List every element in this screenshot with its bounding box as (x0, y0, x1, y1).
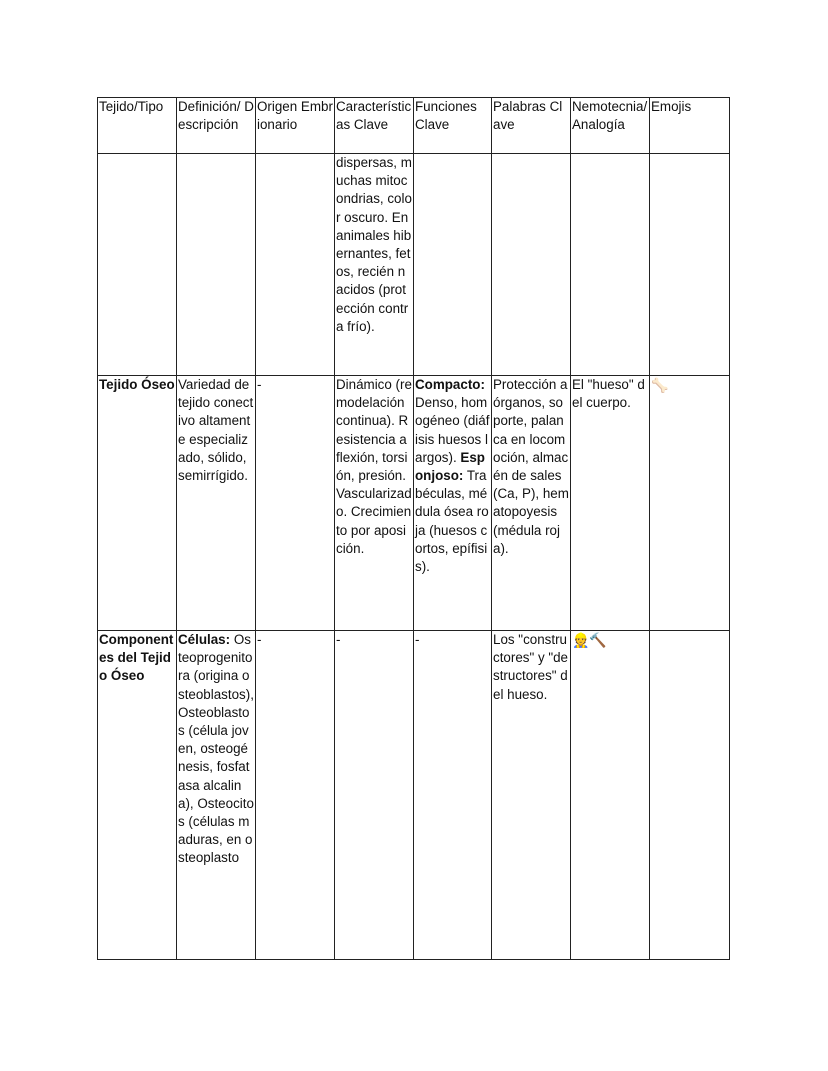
header-cell: Funciones Clave (414, 98, 492, 154)
table-row (98, 631, 730, 960)
table-cell (177, 631, 256, 960)
table-cell (571, 154, 650, 376)
header-cell: Tejido/Tipo (98, 98, 177, 154)
table-cell: - (414, 631, 492, 960)
row-title: Tejido Óseo (99, 377, 175, 392)
header-cell: Definición/ Descripción (177, 98, 256, 154)
label-celulas: Células: (178, 632, 231, 647)
table-header-row (98, 98, 730, 154)
text-esponjoso: Trabéculas, médula ósea roja (huesos cortos, epífisis). (415, 468, 489, 575)
table-row (98, 154, 730, 376)
table-cell (98, 376, 177, 631)
table-cell (98, 631, 177, 960)
table-cell (177, 154, 256, 376)
header-cell: Características Clave (335, 98, 414, 154)
study-table (97, 97, 730, 960)
text-celulas: Osteoprogenitora (origina osteoblastos), Osteoblastos (célula joven, osteogénesis, fosfatasa alcalina), Osteocitos (células maduras, en osteoplasto (178, 632, 254, 866)
table-cell: Dinámico (remodelación continua). Resistencia a flexión, torsión, presión. Vascularizado. Crecimiento por aposición. (335, 376, 414, 631)
table-cell: Los "constructores" y "destructores" del hueso. (492, 631, 571, 960)
table-row (98, 376, 730, 631)
document-page (97, 97, 730, 960)
bone-icon: 🦴 (650, 376, 730, 631)
table-cell: - (256, 631, 335, 960)
table-cell (256, 154, 335, 376)
table-cell (98, 154, 177, 376)
table-cell (414, 376, 492, 631)
header-cell: Nemotecnia/Analogía (571, 98, 650, 154)
table-cell: El "hueso" del cuerpo. (571, 376, 650, 631)
table-cell (414, 154, 492, 376)
header-cell: Palabras Clave (492, 98, 571, 154)
worker-hammer-icon: 👷🔨 (571, 631, 650, 960)
table-cell: Variedad de tejido conectivo altamente especializado, sólido, semirrígido. (177, 376, 256, 631)
table-cell: Protección a órganos, soporte, palanca en locomoción, almacén de sales (Ca, P), hematopoyesis (médula roja). (492, 376, 571, 631)
table-cell (650, 154, 730, 376)
header-cell: Emojis (650, 98, 730, 154)
text-compacto: Denso, homogéneo (diáfisis huesos largos). (415, 395, 490, 465)
table-cell (650, 631, 730, 960)
table-cell: dispersas, muchas mitocondrias, color oscuro. En animales hibernantes, fetos, recién nacidos (protección contra frío). (335, 154, 414, 376)
table-cell: - (335, 631, 414, 960)
row-title: Componentes del Tejido Óseo (99, 632, 174, 684)
header-cell: Origen Embrionario (256, 98, 335, 154)
label-compacto: Compacto: (415, 377, 485, 392)
table-cell (492, 154, 571, 376)
table-cell: - (256, 376, 335, 631)
label-esponjoso: Esponjoso: (415, 449, 485, 484)
